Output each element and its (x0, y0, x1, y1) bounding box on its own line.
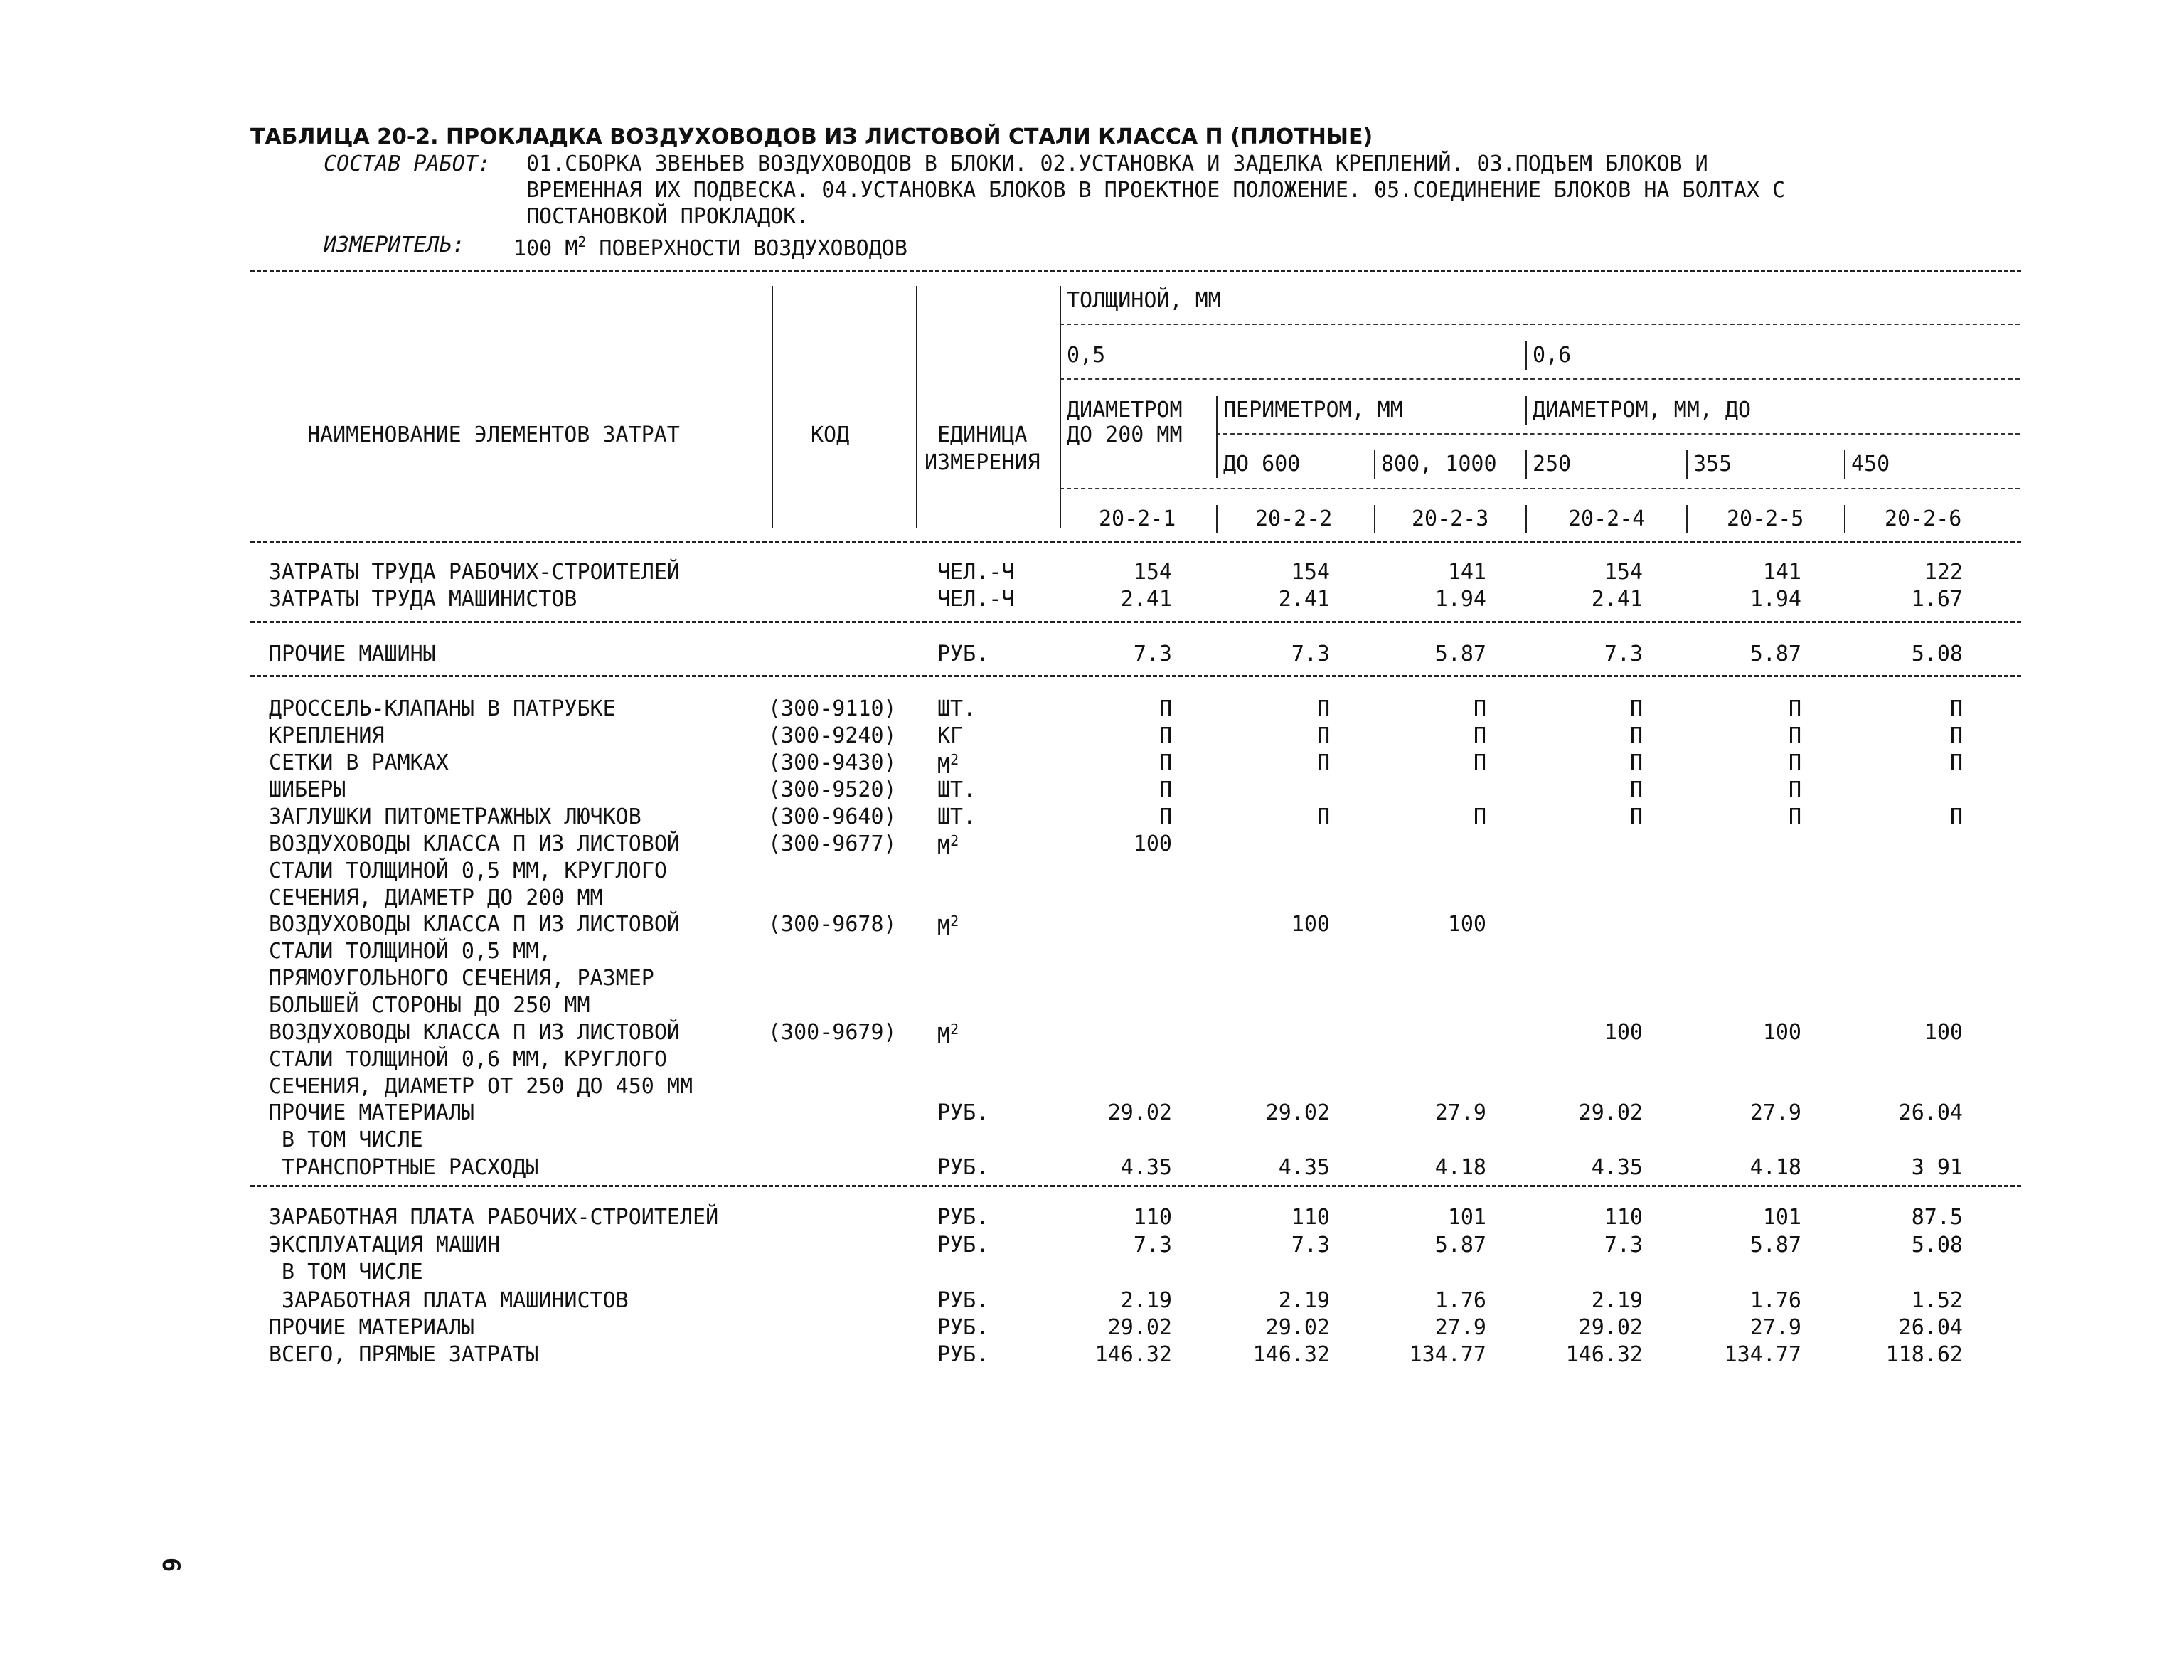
vline-unit (1060, 286, 1061, 528)
rule-after-materials (250, 1185, 2021, 1187)
header-unit-2: ИЗМЕРЕНИЯ (925, 450, 1040, 475)
row-15-value-6: 5.08 (1911, 1233, 1963, 1258)
row-16-value-2: 2.19 (1278, 1288, 1330, 1313)
vline-diam06 (1525, 396, 1527, 425)
row-6-value-4: П (1629, 750, 1643, 775)
row-11-unit: $М^2$ (937, 1021, 959, 1048)
row-17-value-3: 27.9 (1434, 1315, 1486, 1340)
row-3-name: ПРОЧИЕ МАШИНЫ (269, 642, 436, 666)
row-4-value-4: П (1629, 696, 1643, 721)
row-13-name: ТРАНСПОРТНЫЕ РАСХОДЫ (269, 1155, 539, 1180)
header-col-4: 20-2-4 (1568, 506, 1646, 531)
row-15-value-2: 7.3 (1291, 1233, 1330, 1258)
row-3-unit: РУБ. (937, 642, 989, 666)
row-17-value-1: 29.02 (1107, 1315, 1172, 1340)
row-12-value-4: 29.02 (1578, 1100, 1643, 1125)
row-13-value-3: 4.18 (1434, 1155, 1486, 1180)
row-12-value-5: 27.9 (1749, 1100, 1801, 1125)
row-8-name: ЗАГЛУШКИ ПИТОМЕТРАЖНЫХ ЛЮЧКОВ (269, 804, 641, 829)
row-18-value-1: 146.32 (1094, 1342, 1172, 1367)
row-15-value-1: 7.3 (1133, 1233, 1172, 1258)
vline-c6 (1844, 505, 1845, 533)
row-2-unit: ЧЕЛ.-Ч (937, 587, 1015, 612)
row-12-unit: РУБ. (937, 1100, 989, 1125)
row-12-value-2: 29.02 (1265, 1100, 1330, 1125)
row-13-value-6: 3 91 (1911, 1155, 1963, 1180)
work-line-2: ВРЕМЕННАЯ ИХ ПОДВЕСКА. 04.УСТАНОВКА БЛОКОВ В ПРОЕКТНОЕ ПОЛОЖЕНИЕ. 05.СОЕДИНЕНИЕ БЛОКОВ НА БОЛТАХ С (526, 178, 1786, 203)
header-p600: ДО 600 (1223, 452, 1301, 477)
row-5-value-1: П (1158, 723, 1172, 748)
row-10-unit: $М^2$ (937, 913, 959, 940)
row-12-value-6: 26.04 (1898, 1100, 1963, 1125)
row-4-name: ДРОССЕЛЬ-КЛАПАНЫ В ПАТРУБКЕ (269, 696, 616, 721)
header-diam06: ДИАМЕТРОМ, ММ, ДО (1533, 398, 1752, 422)
row-14-value-4: 110 (1604, 1205, 1643, 1230)
row-17-value-6: 26.04 (1898, 1315, 1963, 1340)
row-11-value-4: 100 (1604, 1020, 1643, 1045)
row-18-value-6: 118.62 (1885, 1342, 1963, 1367)
row-6-unit: $М^2$ (937, 751, 959, 779)
row-6-name: СЕТКИ В РАМКАХ (269, 750, 449, 775)
row-7-value-4: П (1629, 777, 1643, 802)
header-name: НАИМЕНОВАНИЕ ЭЛЕМЕНТОВ ЗАТРАТ (307, 422, 680, 447)
row-11-code: (300-9679) (768, 1020, 897, 1045)
vline-diam (1216, 396, 1218, 478)
row-3-value-5: 5.87 (1749, 642, 1801, 666)
row-2-value-3: 1.94 (1434, 587, 1486, 612)
row-1-name: ЗАТРАТЫ ТРУДА РАБОЧИХ-СТРОИТЕЛЕЙ (269, 560, 680, 585)
row-11-value-6: 100 (1924, 1020, 1963, 1045)
row-17-value-4: 29.02 (1578, 1315, 1643, 1340)
row-4-value-3: П (1473, 696, 1486, 721)
row-16-value-5: 1.76 (1749, 1288, 1801, 1313)
row-7-value-5: П (1788, 777, 1801, 802)
row-2-value-5: 1.94 (1749, 587, 1801, 612)
header-t06: 0,6 (1533, 343, 1572, 368)
row-14-value-6: 87.5 (1911, 1205, 1963, 1230)
row-15-unit: РУБ. (937, 1233, 989, 1258)
row-17-unit: РУБ. (937, 1315, 989, 1340)
row-1-unit: ЧЕЛ.-Ч (937, 560, 1015, 585)
vline-d450 (1844, 450, 1845, 479)
row-6-value-1: П (1158, 750, 1172, 775)
measure-value: 100 $М^2$ ПОВЕРХНОСТИ ВОЗДУХОВОДОВ (513, 233, 907, 261)
row-1-value-3: 141 (1447, 560, 1486, 585)
row-5-code: (300-9240) (768, 723, 897, 748)
row-15-name2: В ТОМ ЧИСЛЕ (269, 1260, 423, 1285)
header-code: КОД (811, 422, 850, 447)
row-2-value-4: 2.41 (1591, 587, 1643, 612)
row-2-value-2: 2.41 (1278, 587, 1330, 612)
vline-p800 (1374, 450, 1375, 479)
header-d250: 250 (1533, 452, 1572, 477)
row-17-value-2: 29.02 (1265, 1315, 1330, 1340)
row-1-value-5: 141 (1762, 560, 1801, 585)
header-d450: 450 (1851, 452, 1890, 477)
work-label: СОСТАВ РАБОТ: (324, 151, 491, 176)
row-4-value-1: П (1158, 696, 1172, 721)
row-10-value-3: 100 (1447, 912, 1486, 937)
row-1-value-2: 154 (1291, 560, 1330, 585)
row-4-value-5: П (1788, 696, 1801, 721)
row-5-name: КРЕПЛЕНИЯ (269, 723, 385, 748)
vline-d355 (1686, 450, 1688, 479)
row-11-name: ВОЗДУХОВОДЫ КЛАССА П ИЗ ЛИСТОВОЙ (269, 1020, 680, 1045)
row-14-value-5: 101 (1762, 1205, 1801, 1230)
header-col-1: 20-2-1 (1099, 506, 1176, 531)
row-8-value-4: П (1629, 804, 1643, 829)
vline-c5 (1686, 505, 1688, 533)
row-12-name2: В ТОМ ЧИСЛЕ (269, 1127, 423, 1152)
row-18-unit: РУБ. (937, 1342, 989, 1367)
row-10-name: ВОЗДУХОВОДЫ КЛАССА П ИЗ ЛИСТОВОЙ (269, 912, 680, 937)
row-10-name3: ПРЯМОУГОЛЬНОГО СЕЧЕНИЯ, РАЗМЕР (269, 966, 654, 991)
row-10-value-2: 100 (1291, 912, 1330, 937)
row-2-value-6: 1.67 (1911, 587, 1963, 612)
row-13-value-4: 4.35 (1591, 1155, 1643, 1180)
header-unit-1: ЕДИНИЦА (937, 422, 1028, 447)
row-6-value-2: П (1316, 750, 1330, 775)
row-12-value-3: 27.9 (1434, 1100, 1486, 1125)
header-thickness: ТОЛЩИНОЙ, ММ (1067, 288, 1221, 313)
row-18-value-2: 146.32 (1252, 1342, 1330, 1367)
row-10-code: (300-9678) (768, 912, 897, 937)
header-col-6: 20-2-6 (1885, 506, 1962, 531)
work-line-1: 01.СБОРКА ЗВЕНЬЕВ ВОЗДУХОВОДОВ В БЛОКИ. 02.УСТАНОВКА И ЗАДЕЛКА КРЕПЛЕНИЙ. 03.ПОДЪЕМ БЛОКОВ И (526, 151, 1708, 176)
header-diam-2: ДО 200 ММ (1067, 422, 1183, 447)
page-mark: 6 (156, 1557, 186, 1573)
row-18-value-4: 146.32 (1565, 1342, 1643, 1367)
vline-t06 (1525, 341, 1527, 370)
row-5-value-6: П (1949, 723, 1963, 748)
row-13-value-1: 4.35 (1120, 1155, 1172, 1180)
row-16-value-1: 2.19 (1120, 1288, 1172, 1313)
row-8-value-6: П (1949, 804, 1963, 829)
row-13-unit: РУБ. (937, 1155, 989, 1180)
vline-name (772, 286, 773, 528)
row-7-name: ШИБЕРЫ (269, 777, 346, 802)
row-4-value-6: П (1949, 696, 1963, 721)
row-6-value-5: П (1788, 750, 1801, 775)
vline-c3 (1374, 505, 1375, 533)
row-9-unit: $М^2$ (937, 832, 959, 860)
row-15-value-4: 7.3 (1604, 1233, 1643, 1258)
rule-after-machines (250, 675, 2021, 677)
row-3-value-2: 7.3 (1291, 642, 1330, 666)
row-8-value-3: П (1473, 804, 1486, 829)
row-16-value-6: 1.52 (1911, 1288, 1963, 1313)
row-17-value-5: 27.9 (1749, 1315, 1801, 1340)
row-9-name3: СЕЧЕНИЯ, ДИАМЕТР ДО 200 ММ (269, 886, 603, 910)
row-7-code: (300-9520) (768, 777, 897, 802)
row-2-name: ЗАТРАТЫ ТРУДА МАШИНИСТОВ (269, 587, 577, 612)
row-9-value-1: 100 (1133, 831, 1172, 856)
vline-c2 (1216, 505, 1218, 533)
row-17-name: ПРОЧИЕ МАТЕРИАЛЫ (269, 1315, 474, 1340)
row-1-value-6: 122 (1924, 560, 1963, 585)
row-14-value-1: 110 (1133, 1205, 1172, 1230)
vline-c4 (1525, 505, 1527, 533)
header-diam-1: ДИАМЕТРОМ (1067, 398, 1183, 422)
row-8-unit: ШТ. (937, 804, 976, 829)
row-15-value-3: 5.87 (1434, 1233, 1486, 1258)
row-14-value-2: 110 (1291, 1205, 1330, 1230)
row-8-value-2: П (1316, 804, 1330, 829)
row-8-value-5: П (1788, 804, 1801, 829)
row-6-code: (300-9430) (768, 750, 897, 775)
header-p800: 800, 1000 (1381, 452, 1497, 477)
vline-code (916, 286, 917, 528)
row-3-value-6: 5.08 (1911, 642, 1963, 666)
rule-h4 (1060, 488, 2020, 489)
row-5-value-5: П (1788, 723, 1801, 748)
row-16-value-4: 2.19 (1591, 1288, 1643, 1313)
header-t05: 0,5 (1067, 343, 1106, 368)
row-6-value-6: П (1949, 750, 1963, 775)
row-4-unit: ШТ. (937, 696, 976, 721)
row-8-value-1: П (1158, 804, 1172, 829)
rule-h3 (1216, 433, 2020, 435)
row-18-value-5: 134.77 (1724, 1342, 1801, 1367)
header-col-3: 20-2-3 (1412, 506, 1489, 531)
row-11-name2: СТАЛИ ТОЛЩИНОЙ 0,6 ММ, КРУГЛОГО (269, 1047, 667, 1072)
row-16-unit: РУБ. (937, 1288, 989, 1313)
row-5-unit: КГ (937, 723, 964, 748)
measure-label: ИЗМЕРИТЕЛЬ: (324, 233, 465, 257)
row-18-value-3: 134.77 (1409, 1342, 1486, 1367)
row-1-value-1: 154 (1133, 560, 1172, 585)
row-6-value-3: П (1473, 750, 1486, 775)
header-perim: ПЕРИМЕТРОМ, ММ (1223, 398, 1403, 422)
row-11-name3: СЕЧЕНИЯ, ДИАМЕТР ОТ 250 ДО 450 ММ (269, 1074, 693, 1099)
row-14-name: ЗАРАБОТНАЯ ПЛАТА РАБОЧИХ-СТРОИТЕЛЕЙ (269, 1205, 719, 1230)
row-13-value-2: 4.35 (1278, 1155, 1330, 1180)
row-5-value-4: П (1629, 723, 1643, 748)
row-10-name4: БОЛЬШЕЙ СТОРОНЫ ДО 250 ММ (269, 993, 590, 1018)
row-15-value-5: 5.87 (1749, 1233, 1801, 1258)
row-2-value-1: 2.41 (1120, 587, 1172, 612)
row-15-name: ЭКСПЛУАТАЦИЯ МАШИН (269, 1233, 501, 1258)
row-9-code: (300-9677) (768, 831, 897, 856)
row-18-name: ВСЕГО, ПРЯМЫЕ ЗАТРАТЫ (269, 1342, 539, 1367)
table-title: ТАБЛИЦА 20-2. ПРОКЛАДКА ВОЗДУХОВОДОВ ИЗ ЛИСТОВОЙ СТАЛИ КЛАССА П (ПЛОТНЫЕ) (250, 124, 1373, 149)
row-11-value-5: 100 (1762, 1020, 1801, 1045)
row-4-value-2: П (1316, 696, 1330, 721)
row-3-value-1: 7.3 (1133, 642, 1172, 666)
row-1-value-4: 154 (1604, 560, 1643, 585)
header-col-5: 20-2-5 (1727, 506, 1804, 531)
header-d355: 355 (1693, 452, 1732, 477)
row-14-unit: РУБ. (937, 1205, 989, 1230)
row-13-value-5: 4.18 (1749, 1155, 1801, 1180)
vline-d250 (1525, 450, 1527, 479)
row-14-value-3: 101 (1447, 1205, 1486, 1230)
rule-h2 (1060, 378, 2020, 380)
row-7-value-1: П (1158, 777, 1172, 802)
work-line-3: ПОСТАНОВКОЙ ПРОКЛАДОК. (526, 204, 809, 229)
row-12-name: ПРОЧИЕ МАТЕРИАЛЫ (269, 1100, 474, 1125)
rule-h1 (1060, 324, 2020, 325)
row-9-name2: СТАЛИ ТОЛЩИНОЙ 0,5 ММ, КРУГЛОГО (269, 858, 667, 883)
rule-header-bottom (250, 541, 2021, 543)
row-3-value-3: 5.87 (1434, 642, 1486, 666)
row-5-value-3: П (1473, 723, 1486, 748)
row-12-value-1: 29.02 (1107, 1100, 1172, 1125)
row-9-name: ВОЗДУХОВОДЫ КЛАССА П ИЗ ЛИСТОВОЙ (269, 831, 680, 856)
row-16-value-3: 1.76 (1434, 1288, 1486, 1313)
row-3-value-4: 7.3 (1604, 642, 1643, 666)
row-7-unit: ШТ. (937, 777, 976, 802)
row-5-value-2: П (1316, 723, 1330, 748)
row-4-code: (300-9110) (768, 696, 897, 721)
row-10-name2: СТАЛИ ТОЛЩИНОЙ 0,5 ММ, (269, 939, 552, 964)
header-col-2: 20-2-2 (1255, 506, 1333, 531)
row-16-name: ЗАРАБОТНАЯ ПЛАТА МАШИНИСТОВ (269, 1288, 629, 1313)
rule-after-labor (250, 621, 2021, 623)
rule-top (250, 270, 2021, 272)
row-8-code: (300-9640) (768, 804, 897, 829)
